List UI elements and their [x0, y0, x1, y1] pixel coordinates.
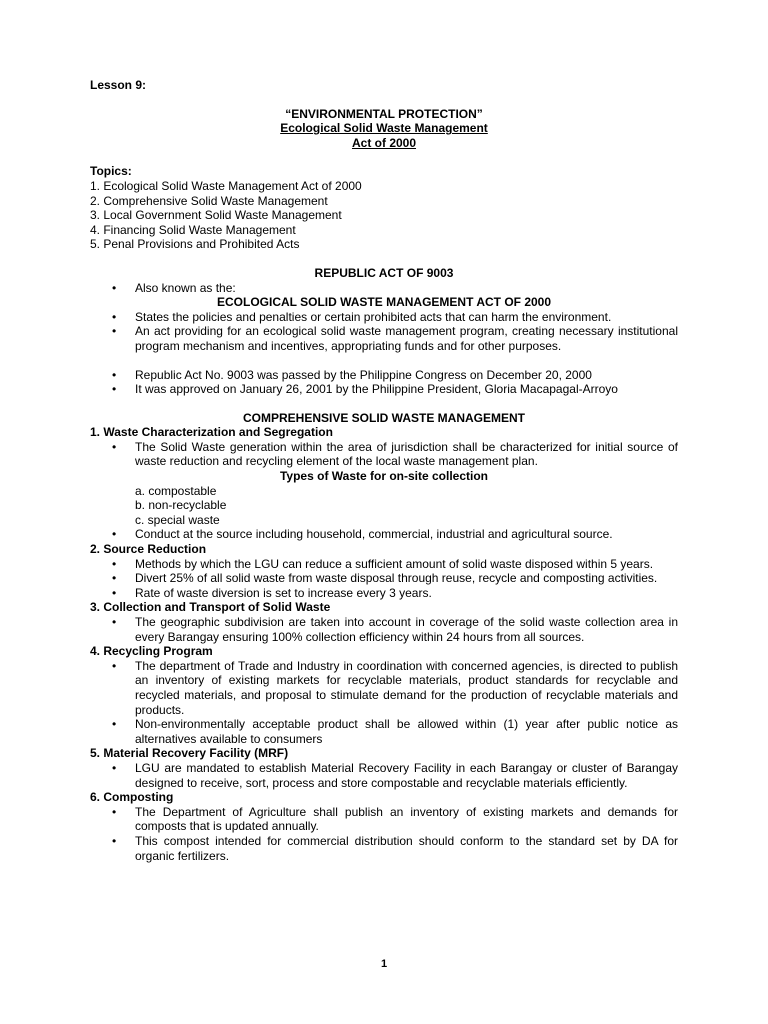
- title-line-2: Ecological Solid Waste Management: [280, 121, 488, 136]
- topic-item: 4. Financing Solid Waste Management: [90, 222, 296, 237]
- section-title: 6. Composting: [90, 790, 174, 805]
- section-1-bullets-2: [90, 527, 678, 542]
- section-title: 3. Collection and Transport of Solid Waste: [90, 600, 331, 615]
- section-5-bullets: [90, 761, 678, 790]
- types-heading: Types of Waste for on-site collection: [279, 469, 489, 484]
- section-2-bullets: [90, 557, 678, 601]
- section-title: 1. Waste Characterization and Segregation: [90, 425, 333, 440]
- ra-subheading: ECOLOGICAL SOLID WASTE MANAGEMENT ACT OF 2000: [216, 295, 552, 310]
- title-line-1: “ENVIRONMENTAL PROTECTION”: [285, 106, 483, 121]
- topic-item: 2. Comprehensive Solid Waste Management: [90, 193, 328, 208]
- section-4-bullets: [90, 659, 678, 747]
- ra-heading: REPUBLIC ACT OF 9003: [314, 265, 454, 280]
- list-item: • LGU are mandated to establish Material Recovery Facility in each Barangay or cluster of Barangay designed to receive, sort, process and store compostable and recyclable materials efficiently.: [90, 761, 678, 790]
- list-item: • Methods by which the LGU can reduce a sufficient amount of solid waste disposed within 5 years.: [90, 557, 678, 572]
- list-item: • States the policies and penalties or certain prohibited acts that can harm the environment.: [90, 310, 678, 325]
- waste-type: b. non-recyclable: [135, 498, 227, 513]
- list-item: • The Department of Agriculture shall publish an inventory of existing markets and demands for composts that is updated annually.: [90, 805, 678, 834]
- section-title: 4. Recycling Program: [90, 644, 213, 659]
- section-1-bullets: [90, 440, 678, 469]
- section-6-bullets: [90, 805, 678, 863]
- list-item: • This compost intended for commercial distribution should conform to the standard set by DA for organic fertilizers.: [90, 834, 678, 863]
- csw-heading: COMPREHENSIVE SOLID WASTE MANAGEMENT: [242, 410, 526, 425]
- waste-type: c. special waste: [135, 512, 220, 527]
- topic-item: 5. Penal Provisions and Prohibited Acts: [90, 237, 300, 252]
- list-item: • The geographic subdivision are taken into account in coverage of the solid waste collection area in every Barangay ensuring 100% collection efficiency within 24 hours from all sources.: [90, 615, 678, 644]
- ra-bullets-2: [90, 368, 678, 397]
- list-item: • Rate of waste diversion is set to increase every 3 years.: [90, 586, 678, 601]
- section-3-bullets: [90, 615, 678, 644]
- ra-list: [90, 281, 678, 296]
- section-title: 2. Source Reduction: [90, 542, 207, 557]
- topic-item: 1. Ecological Solid Waste Management Act of 2000: [90, 178, 362, 193]
- list-item: • Divert 25% of all solid waste from waste disposal through reuse, recycle and composting activities.: [90, 571, 678, 586]
- waste-type: a. compostable: [135, 483, 217, 498]
- lesson-label: Lesson 9:: [90, 78, 147, 92]
- list-item: • The department of Trade and Industry in coordination with concerned agencies, is directed to publish an inventory of existing markets for recyclable materials, product standards for recyclable and recycled materials, and proposal to stimulate demand for the production of recyclable materials and products.: [90, 659, 678, 717]
- list-item: • Conduct at the source including household, commercial, industrial and agricultural source.: [90, 527, 678, 542]
- document-page: [90, 78, 678, 863]
- section-title: 5. Material Recovery Facility (MRF): [90, 746, 289, 761]
- list-item: • It was approved on January 26, 2001 by the Philippine President, Gloria Macapagal-Arroyo: [90, 382, 678, 397]
- topic-item: 3. Local Government Solid Waste Management: [90, 208, 342, 223]
- list-item: • Non-environmentally acceptable product shall be allowed within (1) year after public notice as alternatives available to consumers: [90, 717, 678, 746]
- list-item: • An act providing for an ecological solid waste management program, creating necessary institutional program mechanism and incentives, appropriating funds and for other purposes.: [90, 324, 678, 353]
- list-item: • Republic Act No. 9003 was passed by the Philippine Congress on December 20, 2000: [90, 368, 678, 383]
- page-number: 1: [380, 958, 388, 970]
- list-item: • The Solid Waste generation within the area of jurisdiction shall be characterized for initial source of waste reduction and recycling element of the local waste management plan.: [90, 440, 678, 469]
- ra-bullets: [90, 310, 678, 354]
- list-item: • Also known as the:: [90, 281, 678, 296]
- topics-label: Topics:: [90, 164, 132, 179]
- title-line-3: Act of 2000: [351, 135, 417, 150]
